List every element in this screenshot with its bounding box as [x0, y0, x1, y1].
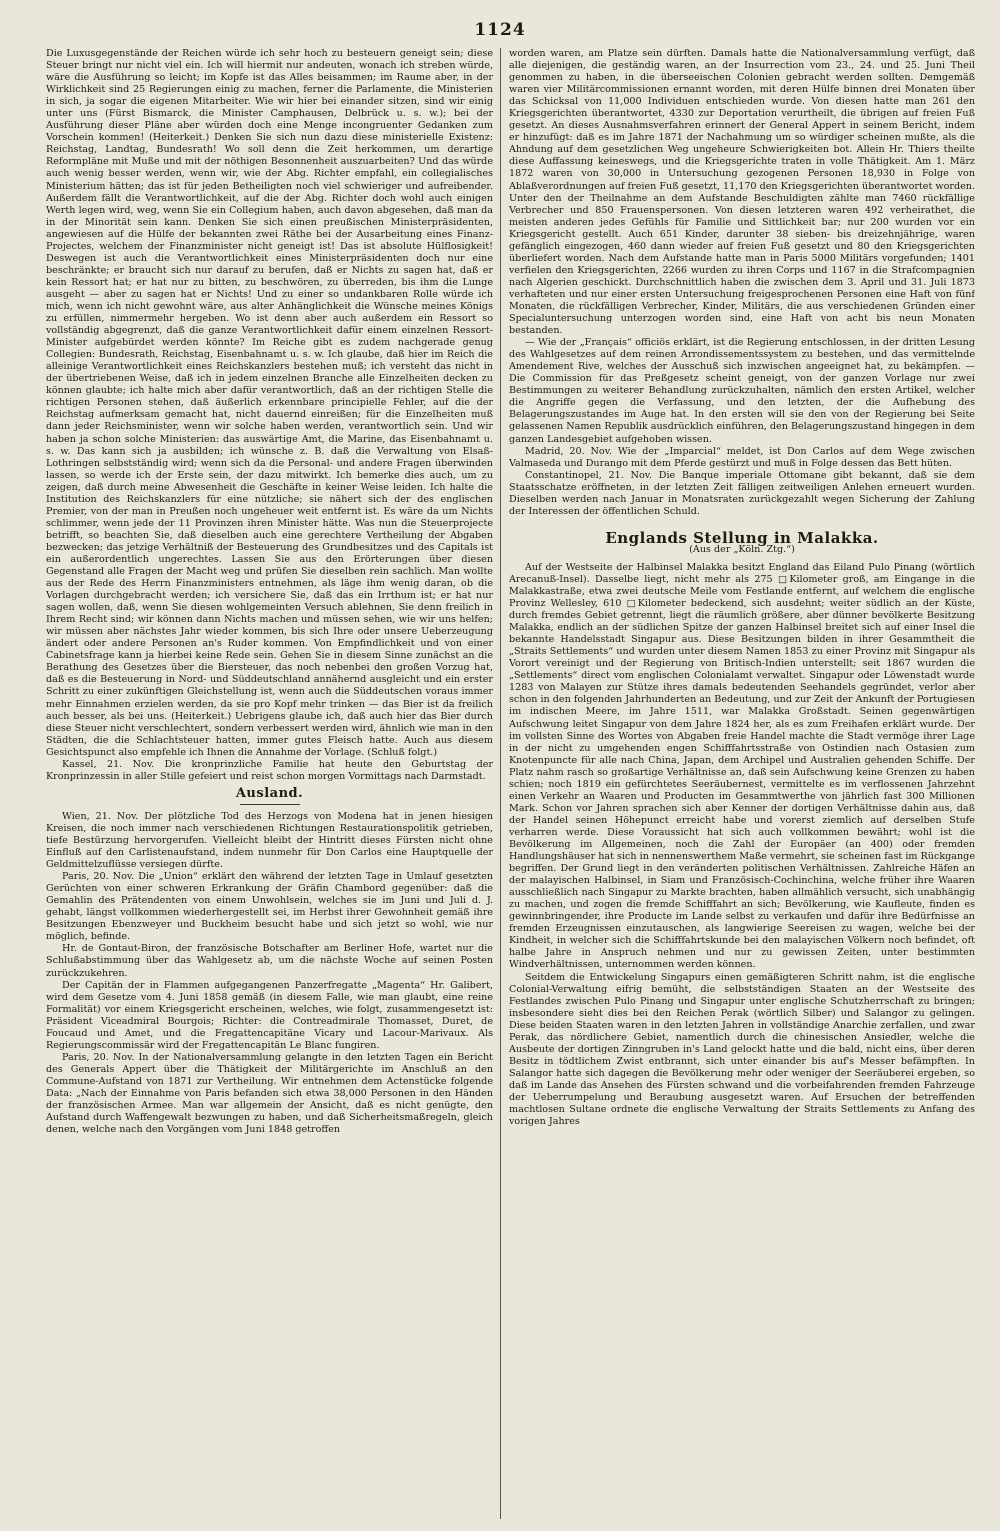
- news-item-francais: — Wie der „Français“ officiös erklärt, ist die Regierung entschlossen, in der dritten Lesung des Wahlgesetzes auf dem reinen Arrondissementssystem zu bestehen, und das vermittelnde Amendement Rive, welches der Ausschuß sich inzwischen angeeignet hat, zu bekämpfen. — Die Commission für das Preßgesetz scheint geneigt, von der ganzen Vorlage nur zwei Bestimmungen zu weiterer Behandlung zurückzuhalten, nämlich den ersten Artikel, welcher die Angriffe gegen die Verfassung, und den letzten, der die Aufhebung des Belagerungszustandes im Auge hat. In den ersten will sie den von der Regierung bei Seite gelassenen Namen Republik ausdrücklich einführen, den Belagerungszustand hingegen in dem ganzen Landesgebiet aufgehoben wissen.: [509, 337, 975, 445]
- news-item-paris: Paris, 20. Nov. Die „Union“ erklärt den während der letzten Tage in Umlauf gesetzten Gerüchten von einer schweren Erkrankung der Gräfin Chambord gegenüber: daß die Gemahlin des Prätendenten von einem Unwohlsein, welches sie im Juni und Juli d. J. gehabt, längst vollkommen wiederhergestellt sei, im Herbst ihrer Gewohnheit gemäß ihre Besitzungen Ebenzweyer und Buckheim besucht habe und sich jetzt so wohl, wie nur möglich, befinde.: [46, 871, 493, 943]
- article-paragraph: Auf der Westseite der Halbinsel Malakka besitzt England das Eiland Pulo Pinang (wörtlich Arecanuß-Insel). Dasselbe liegt, nicht mehr als 275 □Kilometer groß, am Eingange in die Malakkastraße, etwa zwei deutsche Meile vom Festlande entfernt, auf welchem die englische Provinz Wellesley, 610 □Kilometer bedeckend, sich ausdehnt; weiter südlich an der Küste, durch fremdes Gebiet getrennt, liegt die räumlich größere, aber dünner bevölkerte Besitzung Malakka, endlich an der südlichen Spitze der ganzen Halbinsel breitet sich auf einer Insel die bekannte Handelsstadt Singapur aus. Diese Besitzungen bilden in ihrer Gesammtheit die „Straits Settlements“ und wurden unter diesem Namen 1853 zu einer Provinz mit Singapur als Vorort vereinigt und der Regierung von Britisch-Indien unterstellt; seit 1867 wurden die „Settlements“ direct vom englischen Colonialamt verwaltet. Singapur oder Löwenstadt wurde 1283 von Malayen zur Stütze ihres damals bedeutenden Seehandels gegründet, verlor aber schon in den folgenden Jahrhunderten an Bedeutung, und zur Zeit der Ankunft der Portugiesen im indischen Meere, im Jahre 1511, war Malakka Großstadt. Seinen gegenwärtigen Aufschwung leitet Singapur von dem Jahre 1824 her, als es zum Freihafen erklärt wurde. Der im vollsten Sinne des Wortes von Abgaben freie Handel machte die Stadt vermöge ihrer Lage in der nicht zu umgehenden engen Schifffahrtsstraße von Ostindien nach Ostasien zum Knotenpuncte für alle nach China, Japan, dem Archipel und Australien gehenden Schiffe. Der Platz nahm rasch so großartige Verhältnisse an, daß sein Aufschwung keine Grenzen zu haben schien; noch 1819 ein gefürchtetes Seeräubernest, vermittelte es im verflossenen Jahrzehnt einen Verkehr an Waaren und Producten im Gesammtwerthe von jährlich fast 300 Millionen Mark. Schon vor Jahren sprachen sich aber Kenner der dortigen Verhältnisse dahin aus, daß der Handel seinen Höhepunct erreicht habe und vorerst ziemlich auf derselben Stufe verharren werde. Diese Voraussicht hat sich auch vollkommen bewährt; wohl ist die Bevölkerung im Allgemeinen, noch die Zahl der Europäer (an 400) oder fremden Handlungshäuser hat sich in nennenswerthem Maße vermehrt, sie scheinen fast im Rückgange begriffen. Der Grund liegt in den veränderten politischen Verhältnissen. Zahlreiche Häfen an der malayischen Halbinsel, in Siam und Französisch-Cochinchina, welche früher ihre Waaren ausschließlich nach Singapur zu Markte brachten, haben allmählich versucht, sich unabhängig zu machen, und zogen die fremde Schifffahrt an sich; Bevölkerung, wie Kaufleute, finden es gewinnbringender, ihre Producte im Lande selbst zu verkaufen und dafür ihre Bedürfnisse an fremden Erzeugnissen einzutauschen, als langwierige Seereisen zu wagen, welche bei der Kindheit, in welcher sich die Schifffahrtskunde bei den malayischen Völkern noch befindet, oft halbe Jahre in Anspruch nehmen und nur zu gewissen Zeiten, unter bestimmten Windverhältnissen, unternommen werden können.: [509, 561, 975, 971]
- right-column: [509, 48, 975, 1521]
- speech-paragraph: Die Luxusgegenstände der Reichen würde ich sehr hoch zu besteuern geneigt sein; diese Steuer bringt nur nicht viel ein. Ich will hiermit nur andeuten, wonach ich streben würde, wäre die Ausführung so leicht; im Kopfe ist das Alles beisammen; im Raume aber, in der Wirklichkeit sind 25 Regierungen einig zu machen, ferner die Parlamente, die Ministerien in sich, ja sogar die eigenen Mitarbeiter. Wie wir hier bei einander sitzen, sind wir einig unter uns (Fürst Bismarck, die Minister Camphausen, Delbrück u. s. w.); bei der Ausführung dieser Pläne aber würden doch eine Menge incongruenter Gedanken zum Vorschein kommen! (Heiterkeit.) Denken Sie sich nun dazu diese ministerielle Existenz: Reichstag, Landtag, Bundesrath! Wo soll denn die Zeit herkommen, um derartige Reformpläne mit Muße und mit der nöthigen Besonnenheit auszuarbeiten? Und das würde auch wenig besser werden, wenn wir, wie der Abg. Richter empfahl, ein collegialisches Ministerium hätten; das ist für jeden Betheiligten noch viel schwieriger und aufreibender. Außerdem fällt die Verantwortlichkeit, auf die der Abg. Richter doch wohl auch einigen Werth legen wird, weg, wenn Sie ein Collegium haben, auch davon abgesehen, daß man da in der Minorität sein kann. Denken Sie sich einen preußischen Ministerpräsidenten, angewiesen auf die Hülfe der bekannten zwei Räthe bei der Ausarbeitung eines Finanz-Projectes, welchem der Finanzminister nicht geneigt ist! Das ist absolute Hülflosigkeit! Deswegen ist auch die Verantwortlichkeit eines Ministerpräsidenten doch nur eine beschränkte; er braucht sich nur darauf zu berufen, daß er Nichts zu sagen hat, daß er kein Ressort hat; er hat nur zu bitten, zu beschwören, zu überreden, bis ihm die Lunge ausgeht — aber zu sagen hat er Nichts! Und zu einer so undankbaren Rolle würde ich mich, wenn ich nicht gewohnt wäre, aus alter Anhänglichkeit die Wünsche meines Königs zu erfüllen, nimmermehr hergeben. Wo ist denn aber auch außerdem ein Ressort so vollständig abgegrenzt, daß die ganze Verantwortlichkeit dafür einem einzelnen Ressort-Minister aufgebürdet werden könnte? Im Reiche gibt es zudem nachgerade genug Collegien: Bundesrath, Reichstag, Eisenbahnamt u. s. w. Ich glaube, daß hier im Reich die alleinige Verantwortlichkeit eines Reichskanzlers bestehen muß; ich versteht das nicht in der übertriebenen Weise, daß ich in jedem einzelnen Branche alle Einzelheiten decken zu können glaubte; ich halte mich aber dafür verantwortlich, daß an der richtigen Stelle die richtigen Personen stehen, daß äußerlich erkennbare principielle Fehler, auf die der Reichstag aufmerksam gemacht hat, nicht dauernd einreißen; für die Einzelheiten muß dann jeder Reichsminister, wenn wir solche haben werden, verantwortlich sein. Und wir haben ja schon solche Ministerien: das auswärtige Amt, die Marine, das Eisenbahnamt u. s. w. Das kann sich ja ausbilden; ich wünsche z. B. daß die Verwaltung von Elsaß-Lothringen selbstständig wird; wenn sich da die Personal- und andere Fragen überwinden lassen, so werde ich der Erste sein, der dazu mitwirkt. Ich bemerke dies auch, um zu zeigen, daß durch meine Abwesenheit die Geschäfte in keiner Weise leiden. Ich halte die Institution des Reichskanzlers für eine nützliche; sie nähert sich der des englischen Premier, von der man in Preußen noch ungeheuer weit entfernt ist. Es wäre da um Nichts schlimmer, wenn jede der 11 Provinzen ihren Minister hätte. Was nun die Steuerprojecte betrifft, so beachten Sie, daß dieselben auch eine gerechtere Vertheilung der Abgaben bezwecken; das jetzige Verhältniß der Besteuerung des Grundbesitzes und des Capitals ist ein außerordentlich ungerechtes. Lassen Sie aus den Erörterungen über diesen Gegenstand alle Fragen der Macht weg und prüfen Sie dieselben rein sachlich. Man wollte aus der Rede des Herrn Finanzministers entnehmen, als läge ihm wenig daran, ob die Vorlagen durchgebracht werden; ich versichere Sie, daß das ein Irrthum ist; er hat nur sagen wollen, daß, wenn Sie diesen wohlgemeinten Versuch ablehnen, Sie denn freilich in Ihrem Recht sind; wir können dann Nichts machen und müssen sehen, wie wir uns helfen; wir müssen aber nächstes Jahr wieder kommen, bis sich Ihre oder unsere Ueberzeugung ändert oder andere Personen an's Ruder kommen. Von Empfindlichkeit und von einer Cabinetsfrage kann ja hierbei keine Rede sein. Gehen Sie in diesem Sinne zunächst an die Berathung des Gesetzes über die Biersteuer, das noch nebenbei den großen Vorzug hat, daß es die Besteuerung in Nord- und Süddeutschland annähernd ausgleicht und ein erster Schritt zu einer zukünftigen Gleichstellung ist, wenn auch die Süddeutschen voraus immer mehr Einnahmen erzielen werden, da sie pro Kopf mehr trinken — das Bier ist da freilich auch besser, als bei uns. (Heiterkeit.) Uebrigens glaube ich, daß auch hier das Bier durch diese Steuer nicht verschlechtert, sondern verbessert werden wird, ähnlich wie man in den Städten, die die Schlachtsteuer hatten, immer gutes Fleisch hatte. Auch aus diesem Gesichtspunct also empfehle ich Ihnen die Annahme der Vorlage. (Schluß folgt.): [46, 48, 493, 758]
- column-divider: [500, 48, 501, 1519]
- heading-rule: [240, 804, 300, 805]
- section-heading: Ausland.: [235, 785, 304, 801]
- news-item-paris-continued: worden waren, am Platze sein dürften. Damals hatte die Nationalversammlung verfügt, daß alle diejenigen, die geständig waren, an der Insurrection vom 23., 24. und 25. Juni Theil genommen zu haben, in die überseeischen Colonien gebracht werden sollten. Demgemäß waren vier Militärcommissionen ernannt worden, mit deren Hülfe binnen drei Monaten über das Schicksal von 11,000 Individuen entschieden wurde. Von diesen hatte man 261 den Kriegsgerichten überantwortet, 4330 zur Deportation verurtheilt, die übrigen auf freien Fuß gesetzt. An dieses Ausnahmsverfahren erinnert der General Appert in seinem Bericht, indem er hinzufügt: daß es im Jahre 1871 der Nachahmung um so würdiger scheinen mußte, als die Ahndung auf dem gesetzlichen Weg ungeheure Schwierigkeiten bot. Allein Hr. Thiers theilte diese Auffassung keineswegs, und die Kriegsgerichte traten in volle Thätigkeit. Am 1. März 1872 waren von 30,000 in Untersuchung gezogenen Personen 18,930 in Folge von Ablaßverordnungen auf freien Fuß gesetzt, 11,170 den Kriegsgerichten überantwortet worden. Unter den der Theilnahme an dem Aufstande Beschuldigten zählte man 7460 rückfällige Verbrecher und 850 Frauenspersonen. Von diesen letzteren waren 492 verheirathet, die meisten anderen jedes Gefühls für Familie und Sittlichkeit bar; nur 200 wurden vor ein Kriegsgericht gestellt. Auch 651 Kinder, darunter 38 sieben- bis dreizehnjährige, waren gefänglich eingezogen, 460 dann wieder auf freien Fuß gesetzt und 80 den Kriegsgerichten überliefert worden. Nach dem Aufstande hatte man in Paris 5000 Militärs vorgefunden; 1401 verfielen den Kriegsgerichten, 2266 wurden zu ihren Corps und 1167 in die Strafcompagnien nach Algerien geschickt. Durchschnittlich haben die zwischen dem 3. April und 31. Juli 1873 verhafteten und nur einer ersten Untersuchung freigesprochenen Personen eine Haft von fünf Monaten, die rückfälligen Verbrecher, Kinder, Militärs, die aus verschiedenen Gründen einer Specialuntersuchung unterzogen worden sind, eine Haft von acht bis neun Monaten bestanden.: [509, 48, 975, 337]
- news-item-paris-gontaut: Hr. de Gontaut-Biron, der französische Botschafter am Berliner Hofe, wartet nur die Schlußabstimmung über das Wahlgesetz ab, um die nächste Woche auf seinen Posten zurückzukehren.: [46, 943, 493, 979]
- article-paragraph: Seitdem die Entwickelung Singapurs einen gemäßigteren Schritt nahm, ist die englische Colonial-Verwaltung eifrig bemüht, die selbstständigen Staaten an der Westseite des Festlandes zwischen Pulo Pinang und Singapur unter englische Schutzherrschaft zu bringen; insbesondere sieht dies bei den Reichen Perak (wörtlich Silber) und Salangor zu gelingen. Diese beiden Staaten waren in den letzten Jahren in vollständige Anarchie zerfallen, und zwar Perak, das nördlichere Gebiet, namentlich durch die chinesischen Ansiedler, welche die Ausbeute der dortigen Zinngruben in's Land gelockt hatte und die bald, nicht eins, über deren Besitz in tödtlichem Zwist entbrannt, sich unter einander bis auf's Messer befämpften. In Salangor hatte sich dagegen die Bevölkerung mehr oder weniger der Seeräuberei ergeben, so daß im Lande das Ansehen des Fürsten schwand und die vorbeifahrenden fremden Fahrzeuge der Ueberrumpelung und Beraubung ausgesetzt waren. Auf Ersuchen der betreffenden machtlosen Sultane ordnete die englische Verwaltung der Straits Settlements zu Anfang des vorigen Jahres: [509, 971, 975, 1128]
- news-item-kassel: Kassel, 21. Nov. Die kronprinzliche Familie hat heute den Geburtstag der Kronprinzessin in aller Stille gefeiert und reist schon morgen Vormittags nach Darmstadt.: [46, 758, 493, 782]
- news-item-wien: Wien, 21. Nov. Der plötzliche Tod des Herzogs von Modena hat in jenen hiesigen Kreisen, die noch immer nach verschiedenen Richtungen Restaurationspolitik getrieben, tiefe Bestürzung hervorgerufen. Vielleicht bleibt der Hintritt dieses Fürsten nicht ohne Einfluß auf den Carlistenaufstand, indem nunmehr für Don Carlos eine Hauptquelle der Geldmittelzuflüsse versiegen dürfte.: [46, 810, 493, 871]
- news-item-madrid: Madrid, 20. Nov. Wie der „Imparcial“ meldet, ist Don Carlos auf dem Wege zwischen Valmaseda und Durango mit dem Pferde gestürzt und muß in Folge dessen das Bett hüten.: [509, 445, 975, 469]
- left-column: [46, 48, 493, 1521]
- page-number: 1124: [474, 20, 526, 40]
- news-item-constantinopel: Constantinopel, 21. Nov. Die Banque imperiale Ottomane gibt bekannt, daß sie dem Staatsschatze eröffneten, in der letzten Zeit fälligen zeitweiligen Anlehen erneuert wurden. Dieselben werden nach Januar in Monatsraten zurückgezahlt wegen Sicherung der Zahlung der Interessen der öffentlichen Schuld.: [509, 469, 975, 517]
- article-title: Englands Stellung in Malakka.: [605, 528, 879, 547]
- article-source: (Aus der „Köln. Ztg.“): [689, 543, 795, 555]
- news-item-paris-appert: Paris, 20. Nov. In der Nationalversammlung gelangte in den letzten Tagen ein Bericht des Generals Appert über die Thätigkeit der Militärgerichte im Anschluß an den Commune-Aufstand von 1871 zur Vertheilung. Wir entnehmen dem Actenstücke folgende Data: „Nach der Einnahme von Paris befanden sich etwa 38,000 Personen in den Händen der französischen Armee. Man war allgemein der Ansicht, daß es nicht genügte, den Aufstand durch Waffengewalt bezwungen zu haben, und daß Sicherheitsmaßregeln, gleich denen, welche nach den Vorgängen vom Juni 1848 getroffen: [46, 1051, 493, 1136]
- news-item-paris-magenta: Der Capitän der in Flammen aufgegangenen Panzerfregatte „Magenta“ Hr. Galibert, wird dem Gesetze vom 4. Juni 1858 gemäß (in diesem Falle, wie man glaubt, eine reine Formalität) vor einem Kriegsgericht erscheinen, welches, wie folgt, zusammengesetzt ist: Präsident Viceadmiral Bourgois; Richter: die Contreadmirale Thomasset, Duret, de Foucaud und Amet, und die Fregattencapitäne Vicary und Lacour-Marivaux. Als Regierungscommissär wird der Fregattencapitän Le Blanc fungiren.: [46, 979, 493, 1051]
